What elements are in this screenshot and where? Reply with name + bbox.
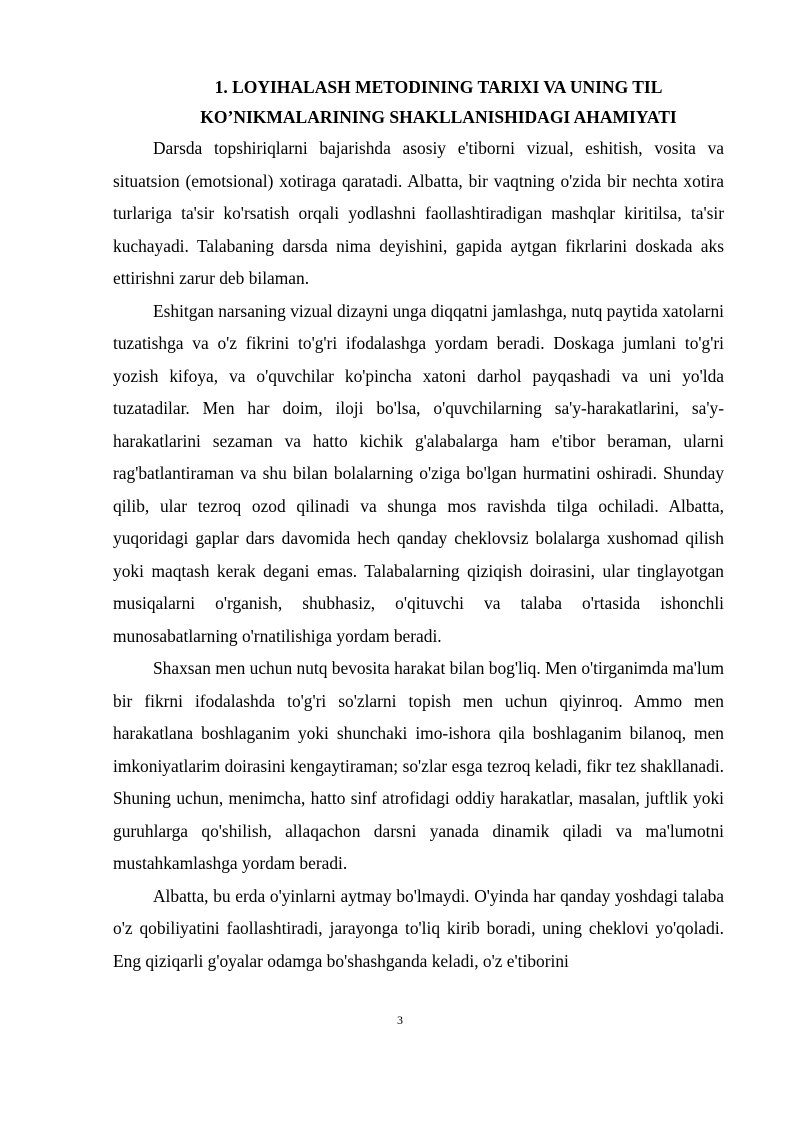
section-heading bbox=[173, 72, 704, 132]
heading-line-2: KO’NIKMALARINING SHAKLLANISHIDAGI AHAMIYATI bbox=[200, 107, 677, 127]
paragraph-4: Albatta, bu erda o'yinlarni aytmay bo'lmaydi. O'yinda har qanday yoshdagi talaba o'z qobiliyatini faollashtiradi, jarayonga to'liq kirib boradi, uning cheklovi yo'qoladi. Eng qiziqarli g'oyalar odamga bo'shashganda keladi, o'z e'tiborini bbox=[113, 885, 724, 971]
paragraph-2: Eshitgan narsaning vizual dizayni unga diqqatni jamlashga, nutq paytida xatolarni tuzatishga va o'z fikrini to'g'ri ifodalashga yordam beradi. Doskaga jumlani to'g'ri yozish kifoya, va o'quvchilar ko'pincha xatoni darhol payqashadi va uni yo'lda tuzatadilar. Men har doim, iloji bo'lsa, o'quvchilarning sa'y-harakatlarini, sa'y-harakatlarini sezaman va hatto kichik g'alabalarga ham e'tibor beraman, ularni rag'batlantiraman va shu bilan bolalarning o'ziga bo'lgan hurmatini oshiradi. Shunday qilib, ular tezroq ozod qilinadi va shunga mos ravishda tilga ochiladi. Albatta, yuqoridagi gaplar dars davomida hech qanday cheklovsiz bolalarga xushomad qilish yoki maqtash kerak degani emas. Talabalarning qiziqish doirasini, ular tinglayotgan musiqalarni o'rganish, shubhasiz, o'qituvchi va talaba o'rtasida ishonchli munosabatlarning o'rnatilishiga yordam beradi. bbox=[113, 300, 724, 646]
paragraph-3: Shaxsan men uchun nutq bevosita harakat bilan bog'liq. Men o'tirganimda ma'lum bir fikrni ifodalashda to'g'ri so'zlarni topish men uchun qiyinroq. Ammo men harakatlana boshlaganim yoki shunchaki imo-ishora qila boshlaganim bilanoq, men imkoniyatlarim doirasini kengaytiraman; so'zlar esga tezroq keladi, fikr tez shakllanadi. Shuning uchun, menimcha, hatto sinf atrofidagi oddiy harakatlar, masalan, juftlik yoki guruhlarga qo'shilish, allaqachon darsni yanada dinamik qiladi va ma'lumotni mustahkamlashga yordam beradi. bbox=[113, 658, 724, 873]
heading-line-1: 1. LOYIHALASH METODINING TARIXI VA UNING TIL bbox=[214, 77, 663, 97]
paragraph-1: Darsda topshiriqlarni bajarishda asosiy e'tiborni vizual, eshitish, vosita va situatsion (emotsional) xotiraga qaratadi. Albatta, bir vaqtning o'zida bir nechta xotira turlariga ta'sir ko'rsatish orqali yodlashni faollashtiradigan mashqlar kiritilsa, ta'sir kuchayadi. Talabaning darsda nima deyishini, gapida aytgan fikrlarini doskada aks ettirishni zarur deb bilaman. bbox=[113, 138, 724, 288]
page-content bbox=[113, 72, 724, 977]
page-number: 3 bbox=[397, 1013, 403, 1027]
